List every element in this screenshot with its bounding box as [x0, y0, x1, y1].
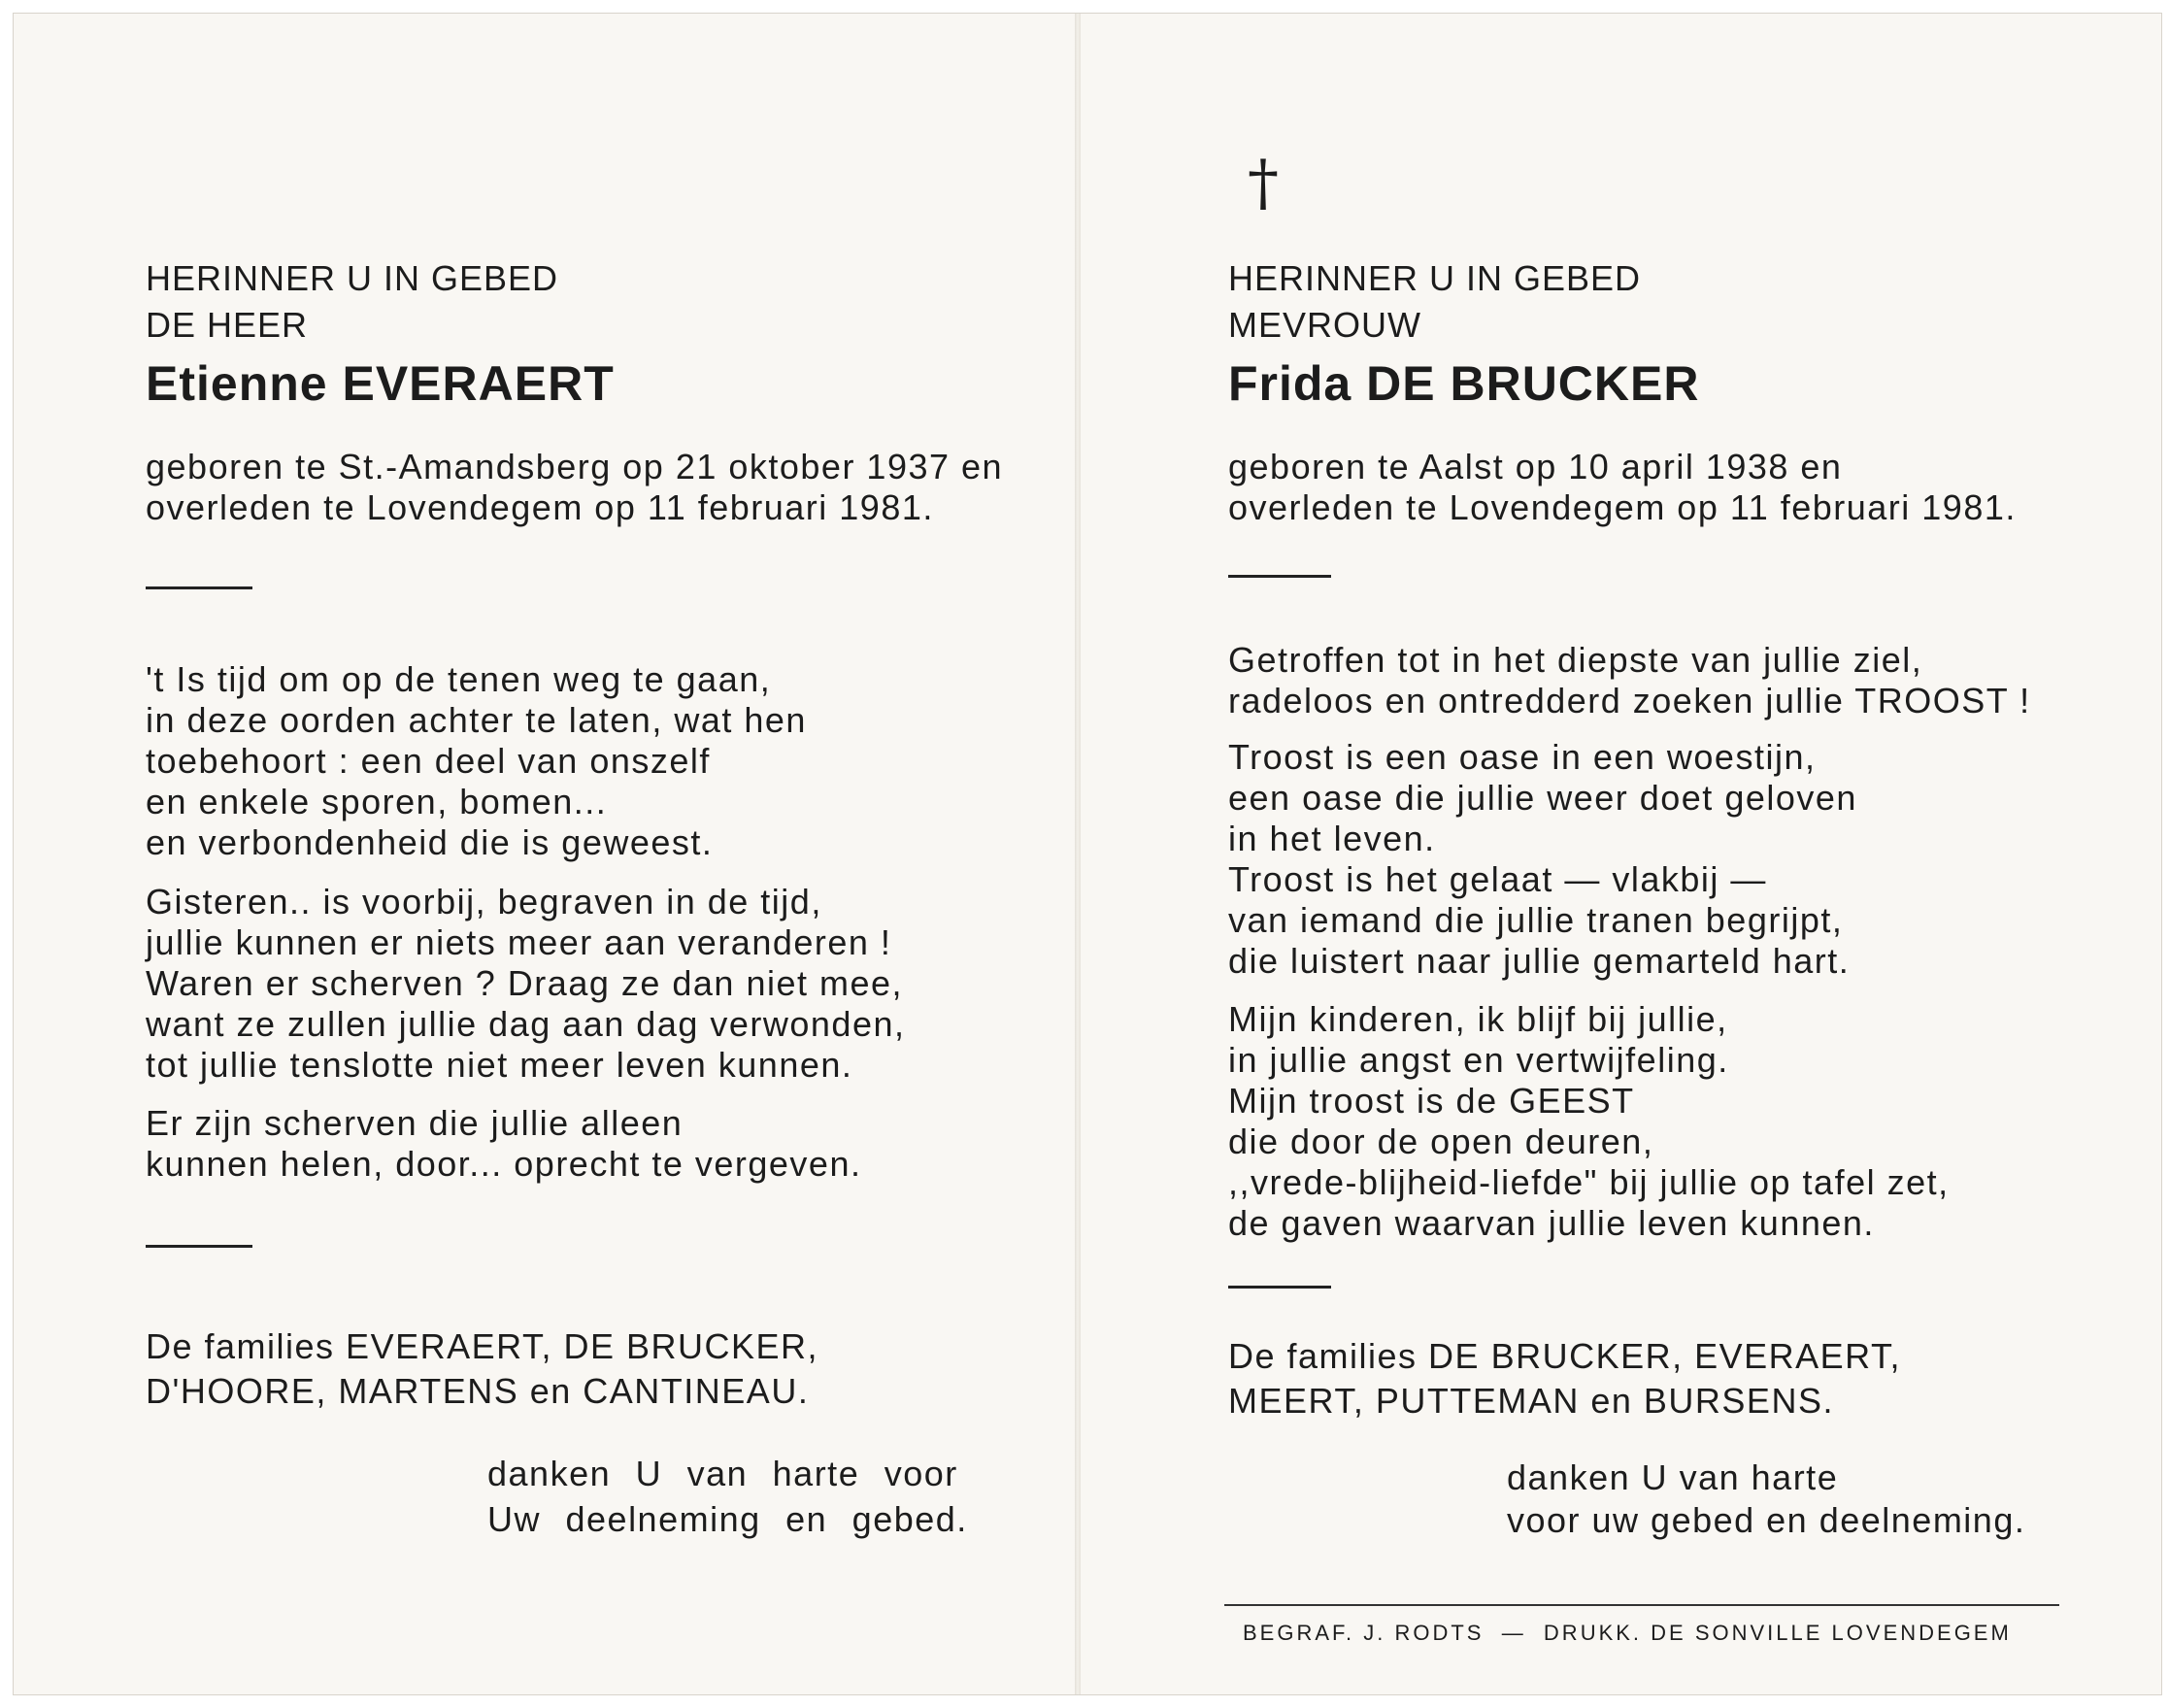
printer-credit: BEGRAF. J. RODTS — DRUKK. DE SONVILLE LOVENDEGEM — [1243, 1621, 2012, 1645]
right-heading-1: HERINNER U IN GEBED — [1228, 258, 1642, 298]
right-poem3-line-2: in jullie angst en vertwijfeling. — [1228, 1040, 1729, 1080]
left-poem2-line-5: tot jullie tenslotte niet meer leven kunnen. — [146, 1045, 853, 1085]
right-deceased-name: Frida DE BRUCKER — [1228, 356, 1700, 411]
right-page — [1228, 14, 2073, 1694]
cross-icon: † — [1248, 148, 1279, 219]
left-families-line-1: De families EVERAERT, DE BRUCKER, — [146, 1326, 818, 1366]
right-poem1-line-2: radeloos en ontredderd zoeken jullie TROOST ! — [1228, 681, 2031, 720]
right-bio-line-1: geboren te Aalst op 10 april 1938 en — [1228, 447, 1843, 486]
right-divider-1 — [1228, 575, 1331, 578]
right-poem2-line-4: Troost is het gelaat — vlakbij — — [1228, 859, 1767, 899]
right-divider-2 — [1228, 1286, 1331, 1289]
left-heading-1: HERINNER U IN GEBED — [146, 258, 559, 298]
right-families-line-1: De families DE BRUCKER, EVERAERT, — [1228, 1336, 1901, 1376]
left-divider-2 — [146, 1245, 252, 1248]
right-thanks-line-2: voor uw gebed en deelneming. — [1507, 1500, 2026, 1540]
right-poem2-line-5: van iemand die jullie tranen begrijpt, — [1228, 900, 1844, 940]
left-poem1-line-4: en enkele sporen, bomen... — [146, 782, 608, 821]
left-divider-1 — [146, 586, 252, 589]
left-poem3-line-1: Er zijn scherven die jullie alleen — [146, 1103, 684, 1143]
printer-rule — [1224, 1604, 2059, 1606]
left-deceased-name: Etienne EVERAERT — [146, 356, 615, 411]
left-bio-line-1: geboren te St.-Amandsberg op 21 oktober 1937 en — [146, 447, 1004, 486]
right-poem2-line-3: in het leven. — [1228, 819, 1436, 858]
right-families-line-2: MEERT, PUTTEMAN en BURSENS. — [1228, 1381, 1834, 1421]
right-poem3-line-5: ,,vrede-blijheid-liefde" bij jullie op tafel zet, — [1228, 1162, 1950, 1202]
left-thanks-line-2: Uw deelneming en gebed. — [487, 1499, 968, 1539]
left-poem2-line-4: want ze zullen jullie dag aan dag verwonden, — [146, 1004, 906, 1044]
right-poem3-line-6: de gaven waarvan jullie leven kunnen. — [1228, 1203, 1875, 1243]
left-page — [146, 14, 1019, 1694]
right-poem2-line-6: die luistert naar jullie gemarteld hart. — [1228, 941, 1851, 981]
left-heading-2: DE HEER — [146, 305, 309, 345]
right-poem3-line-1: Mijn kinderen, ik blijf bij jullie, — [1228, 999, 1728, 1039]
right-poem3-line-3: Mijn troost is de GEEST — [1228, 1081, 1635, 1121]
right-heading-2: MEVROUW — [1228, 305, 1421, 345]
right-bio-line-2: overleden te Lovendegem op 11 februari 1981. — [1228, 487, 2017, 527]
left-poem1-line-1: 't Is tijd om op de tenen weg te gaan, — [146, 659, 772, 699]
left-poem1-line-3: toebehoort : een deel van onszelf — [146, 741, 711, 781]
right-thanks-line-1: danken U van harte — [1507, 1457, 1839, 1497]
left-poem1-line-5: en verbondenheid die is geweest. — [146, 822, 714, 862]
left-families-line-2: D'HOORE, MARTENS en CANTINEAU. — [146, 1371, 810, 1411]
left-poem1-line-2: in deze oorden achter te laten, wat hen — [146, 700, 807, 740]
left-poem2-line-3: Waren er scherven ? Draag ze dan niet mee, — [146, 963, 904, 1003]
left-poem3-line-2: kunnen helen, door... oprecht te vergeven. — [146, 1144, 862, 1184]
right-poem1-line-1: Getroffen tot in het diepste van jullie ziel, — [1228, 640, 1923, 680]
left-poem2-line-1: Gisteren.. is voorbij, begraven in de tijd, — [146, 882, 822, 921]
card-fold — [1075, 14, 1081, 1694]
left-bio-line-2: overleden te Lovendegem op 11 februari 1981. — [146, 487, 934, 527]
right-poem2-line-1: Troost is een oase in een woestijn, — [1228, 737, 1817, 777]
right-poem2-line-2: een oase die jullie weer doet geloven — [1228, 778, 1857, 818]
right-poem3-line-4: die door de open deuren, — [1228, 1122, 1654, 1161]
left-poem2-line-2: jullie kunnen er niets meer aan veranderen ! — [146, 922, 892, 962]
left-thanks-line-1: danken U van harte voor — [487, 1454, 958, 1493]
